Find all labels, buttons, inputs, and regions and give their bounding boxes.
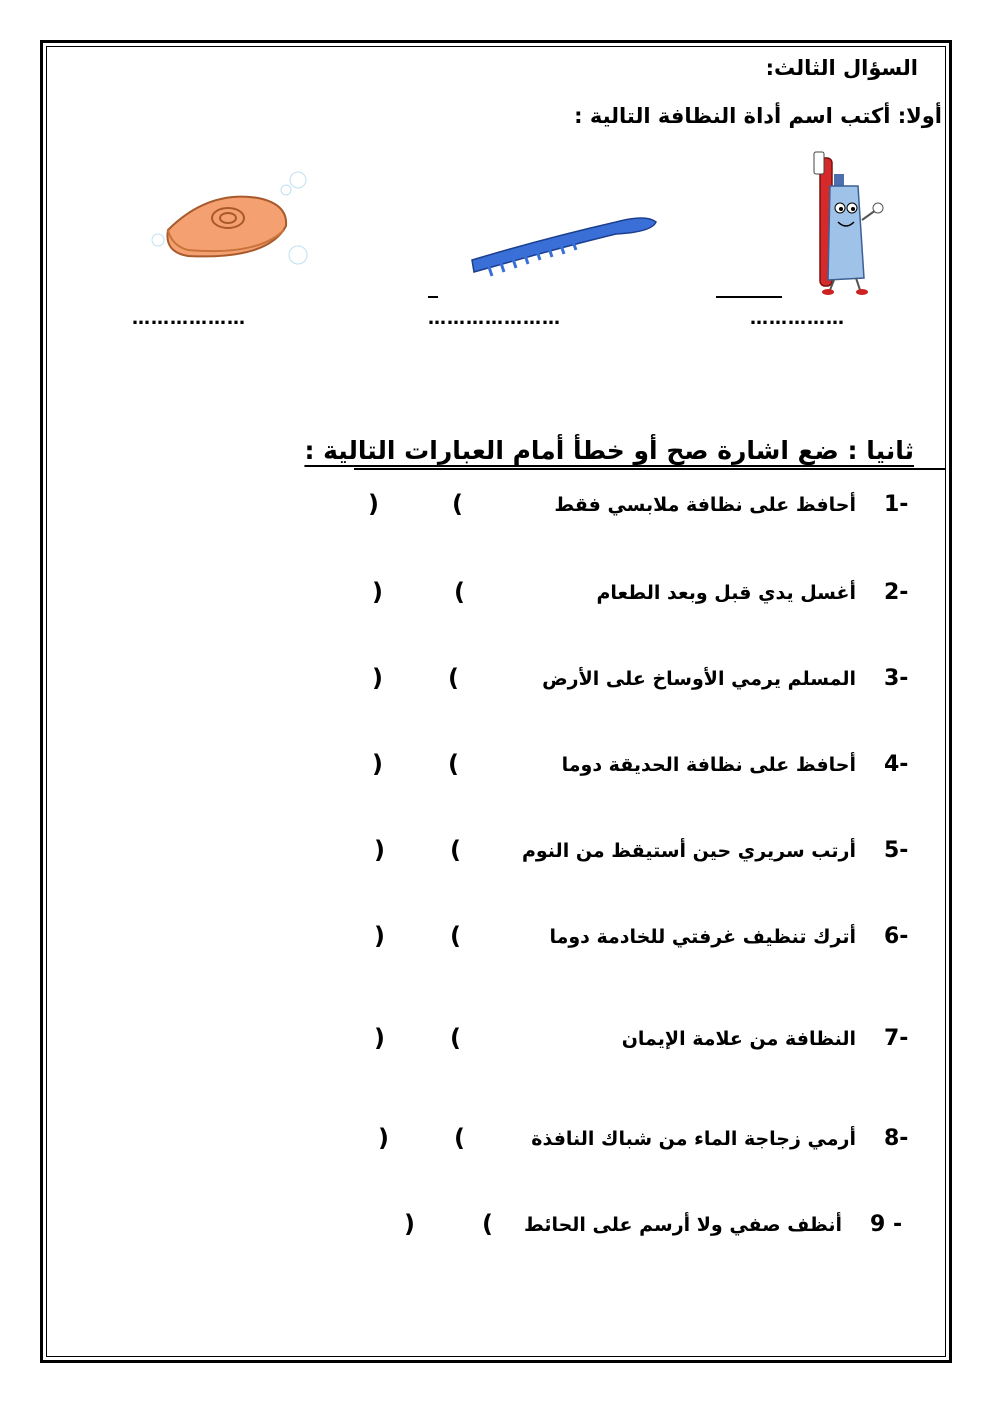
statement-text: النظافة من علامة الإيمان xyxy=(621,1028,856,1050)
answer-paren-open[interactable]: ( xyxy=(452,490,463,518)
answer-paren-close[interactable]: ) xyxy=(374,922,385,950)
statement-text: أحافظ على نظافة ملابسي فقط xyxy=(554,494,856,516)
answer-paren-close[interactable]: ) xyxy=(374,1024,385,1052)
statement-number: 6- xyxy=(884,924,909,949)
toothbrush-toothpaste-icon xyxy=(800,150,920,298)
statement-text: أرتب سريري حين أستيقظ من النوم xyxy=(521,840,856,862)
statement-number: 9 - xyxy=(870,1212,903,1237)
answer-paren-close[interactable]: ) xyxy=(368,490,379,518)
answer-paren-close[interactable]: ) xyxy=(372,578,383,606)
answer-line-2 xyxy=(428,296,438,298)
answer-paren-open[interactable]: ( xyxy=(450,1024,461,1052)
part-two-divider xyxy=(354,468,946,470)
answer-paren-open[interactable]: ( xyxy=(482,1210,493,1238)
soap-icon xyxy=(148,160,328,280)
answer-paren-open[interactable]: ( xyxy=(454,578,465,606)
statement-number: 2- xyxy=(884,580,909,605)
statement-number: 8- xyxy=(884,1126,909,1151)
answer-blank-toothbrush[interactable]: …………… xyxy=(750,308,845,329)
statement-text: أترك تنظيف غرفتي للخادمة دوما xyxy=(549,926,856,948)
statement-text: أحافظ على نظافة الحديقة دوما xyxy=(561,754,856,776)
statement-text: المسلم يرمي الأوساخ على الأرض xyxy=(542,668,856,690)
statement-text: أنظف صفي ولا أرسم على الحائط xyxy=(523,1214,842,1236)
answer-paren-close[interactable]: ) xyxy=(372,750,383,778)
statement-number: 7- xyxy=(884,1026,909,1051)
statement-number: 1- xyxy=(884,492,909,517)
answer-line-1 xyxy=(716,296,782,298)
answer-paren-close[interactable]: ) xyxy=(372,664,383,692)
question-title: السؤال الثالث: xyxy=(765,56,918,80)
answer-paren-open[interactable]: ( xyxy=(454,1124,465,1152)
answer-blank-soap[interactable]: ……………… xyxy=(132,308,246,329)
answer-paren-open[interactable]: ( xyxy=(448,750,459,778)
statement-number: 3- xyxy=(884,666,909,691)
answer-paren-open[interactable]: ( xyxy=(450,836,461,864)
answer-blank-comb[interactable]: ………………… xyxy=(428,308,561,329)
answer-paren-close[interactable]: ) xyxy=(374,836,385,864)
answer-paren-close[interactable]: ) xyxy=(378,1124,389,1152)
statement-text: أغسل يدي قبل وبعد الطعام xyxy=(596,582,856,604)
part-two-instruction: ثانيا : ضع اشارة صح أو خطأ أمام العبارات التالية : xyxy=(304,436,914,465)
statement-number: 5- xyxy=(884,838,909,863)
answer-paren-close[interactable]: ) xyxy=(404,1210,415,1238)
answer-paren-open[interactable]: ( xyxy=(450,922,461,950)
part-one-instruction: أولا: أكتب اسم أداة النظافة التالية : xyxy=(574,104,942,128)
statement-text: أرمي زجاجة الماء من شباك النافذة xyxy=(531,1128,856,1150)
toothpaste-tube-icon xyxy=(822,174,883,295)
answer-paren-open[interactable]: ( xyxy=(448,664,459,692)
statement-number: 4- xyxy=(884,752,909,777)
comb-icon xyxy=(466,208,662,280)
